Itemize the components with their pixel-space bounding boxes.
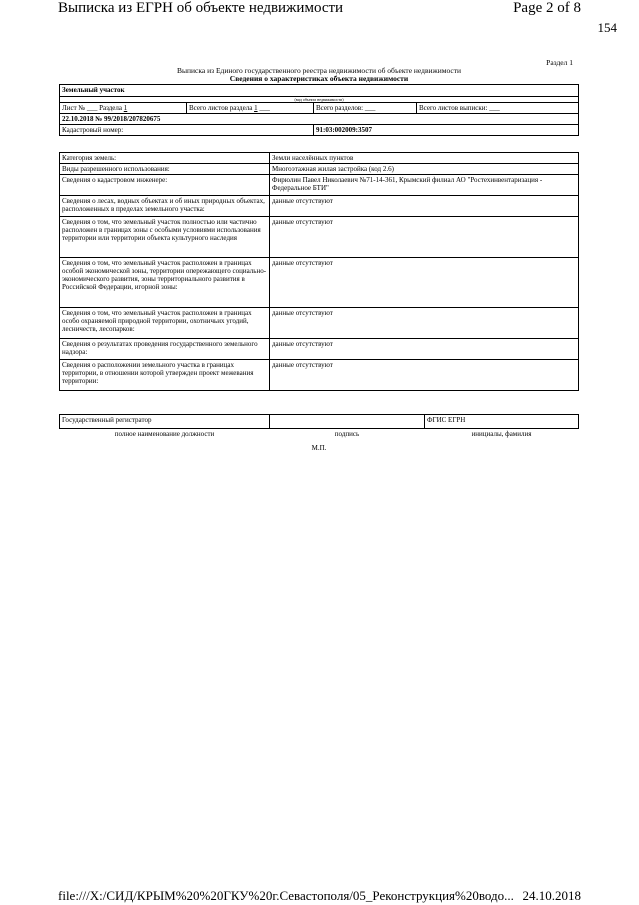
title-line-1: Выписка из Единого государственного реестра недвижимости об объекте недвижимости xyxy=(176,66,462,75)
detail-value: Фирюлин Павел Николаевич №71-14-361, Крымский филиал АО "Ростехинвентаризация - Федеральное БТИ" xyxy=(270,175,579,196)
sheets-in-section-label: Всего листов раздела xyxy=(189,104,253,112)
detail-label: Сведения о результатах проведения государственного земельного надзора: xyxy=(60,339,270,360)
sections-total-cell xyxy=(314,103,417,114)
signature-field xyxy=(270,415,425,429)
sections-total-label: Всего разделов: xyxy=(316,104,364,112)
extract-sheets-cell xyxy=(417,103,579,114)
extract-sheets-label: Всего листов выписки: xyxy=(419,104,488,112)
sections-total-value: ___ xyxy=(364,104,376,112)
signature-table xyxy=(59,414,579,440)
detail-value: Многоэтажная жилая застройка (код 2.6) xyxy=(270,164,579,175)
detail-label: Сведения о том, что земельный участок расположен в границах особо охраняемой природной территории, охотничьих угодий, лесничеств, лесопарков: xyxy=(60,308,270,339)
detail-row xyxy=(60,164,579,175)
date-number: 22.10.2018 № 99/2018/207820675 xyxy=(60,114,579,125)
detail-row xyxy=(60,360,579,391)
detail-row xyxy=(60,196,579,217)
sheet-value: ___ xyxy=(86,104,98,112)
stamp-label: М.П. xyxy=(311,444,327,452)
detail-label: Сведения о том, что земельный участок расположен в границах особой экономической зоны, территории опережающего социально-экономического развития, зоны территориального развития в Российской Федерации, игорной зоны: xyxy=(60,258,270,308)
object-type-caption: (вид объекта недвижимости) xyxy=(60,97,579,103)
document-title xyxy=(60,67,578,83)
section-value: 1 xyxy=(123,104,128,112)
detail-row xyxy=(60,308,579,339)
sheets-in-section-blank: ___ xyxy=(259,104,270,112)
detail-row xyxy=(60,217,579,258)
detail-value: данные отсутствуют xyxy=(270,258,579,308)
caption-name: инициалы, фамилия xyxy=(471,430,532,438)
detail-value: данные отсутствуют xyxy=(270,339,579,360)
print-date: 24.10.2018 xyxy=(522,888,581,903)
caption-position: полное наименование должности xyxy=(114,430,215,438)
caption-signature: подпись xyxy=(334,430,360,438)
sheet-label: Лист № xyxy=(62,104,86,112)
sheets-in-section-value: 1 xyxy=(254,104,258,112)
cadastral-value: 91:03:002009:3507 xyxy=(314,125,579,136)
detail-label: Сведения о расположении земельного участка в границах территории, в отношении которой утвержден проект межевания территории: xyxy=(60,360,270,391)
page-number: Page 2 of 8 xyxy=(513,0,581,16)
header-table xyxy=(59,84,579,136)
details-table xyxy=(59,152,579,391)
detail-value: данные отсутствуют xyxy=(270,360,579,391)
sheets-in-section-cell xyxy=(187,103,314,114)
object-type: Земельный участок xyxy=(60,85,579,97)
sheet-cell xyxy=(60,103,187,114)
extract-sheets-value: ___ xyxy=(489,104,500,112)
detail-label: Виды разрешенного использования: xyxy=(60,164,270,175)
detail-value: данные отсутствуют xyxy=(270,196,579,217)
detail-label: Сведения о том, что земельный участок полностью или частично расположен в границах зоны с особыми условиями использования территории или территории объекта культурного наследия xyxy=(60,217,270,258)
section-label: Раздел 1 xyxy=(546,58,573,67)
detail-row xyxy=(60,153,579,164)
detail-label: Сведения о лесах, водных объектах и об иных природных объектах, расположенных в пределах земельного участка: xyxy=(60,196,270,217)
section-label-cell: Раздела xyxy=(99,104,123,112)
sheet-number: 154 xyxy=(597,20,617,35)
detail-value: Земли населённых пунктов xyxy=(270,153,579,164)
detail-row xyxy=(60,258,579,308)
detail-row xyxy=(60,175,579,196)
print-header xyxy=(0,0,639,20)
registrar-position: Государственный регистратор xyxy=(60,415,270,429)
file-path: file:///X:/СИД/КРЫМ%20%20ГКУ%20г.Севастополя/05_Реконструкция%20водо... xyxy=(58,888,514,903)
detail-row xyxy=(60,339,579,360)
cadastral-label: Кадастровый номер: xyxy=(60,125,314,136)
print-header-title: Выписка из ЕГРН об объекте недвижимости xyxy=(58,0,344,16)
registrar-name: ФГИС ЕГРН xyxy=(425,415,579,429)
detail-label: Категория земель: xyxy=(60,153,270,164)
detail-value: данные отсутствуют xyxy=(270,308,579,339)
detail-label: Сведения о кадастровом инженере: xyxy=(60,175,270,196)
detail-value: данные отсутствуют xyxy=(270,217,579,258)
title-line-2: Сведения о характеристиках объекта недвижимости xyxy=(229,74,409,83)
